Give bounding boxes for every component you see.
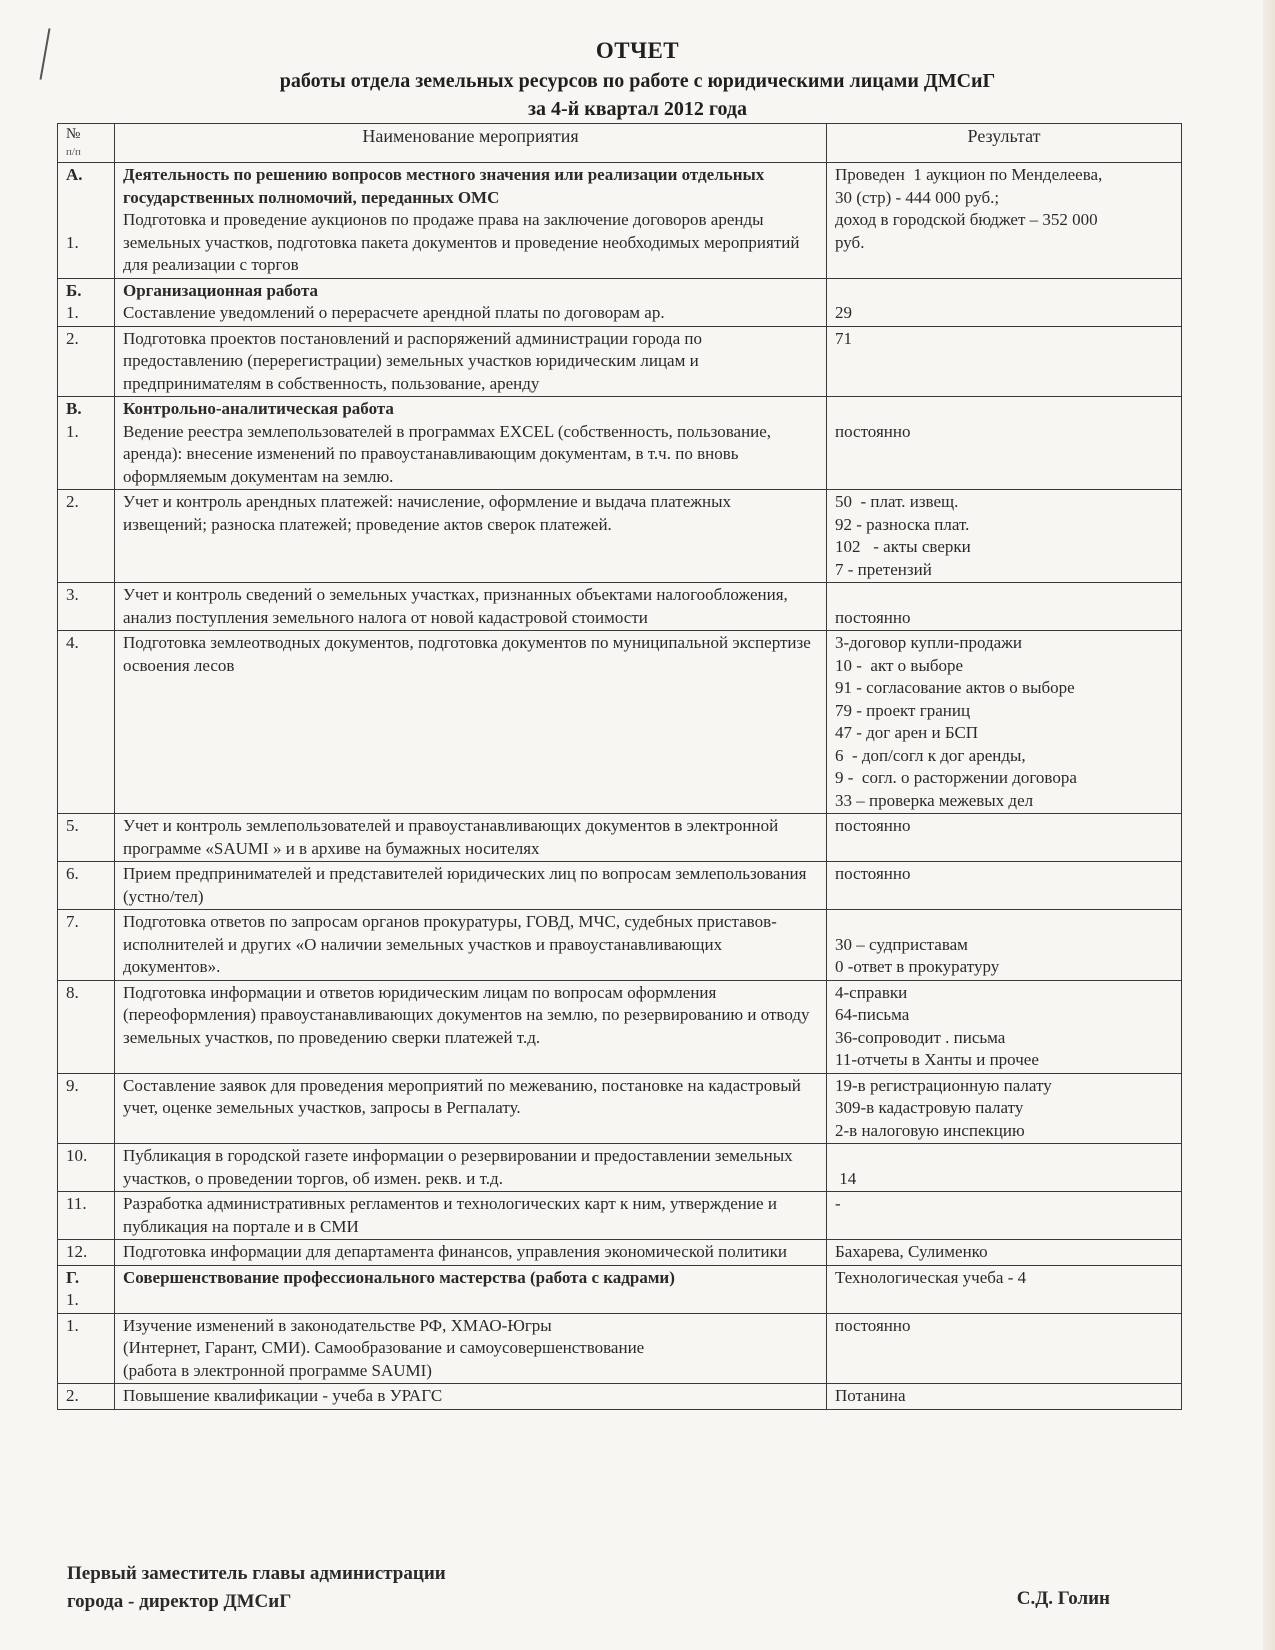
row-number xyxy=(58,631,115,814)
result-line: Бахарева, Сулименко xyxy=(835,1242,988,1261)
row-activity xyxy=(115,326,827,397)
result-line: Проведен 1 аукцион по Менделеева, xyxy=(835,165,1103,184)
row-number-label xyxy=(66,209,106,232)
row-number xyxy=(58,1265,115,1313)
activity-text: Подготовка и проведение аукционов по продаже права на заключение договоров аренды земельных участков, подготовка пакета документов и проведение необходимых мероприятий для реализации с торгов xyxy=(123,210,800,274)
activity-text: Составление заявок для проведения мероприятий по межеванию, постановке на кадастровый учет, оценке земельных участков, запросы в Регпалату. xyxy=(123,1075,801,1117)
result-line: 47 - дог арен и БСП xyxy=(835,723,979,742)
header-result: Результат xyxy=(827,124,1182,163)
activity-text: Учет и контроль арендных платежей: начисление, оформление и выдача платежных извещений; разноска платежей; проведение актов сверок платежей. xyxy=(123,492,731,534)
result-line xyxy=(835,280,1173,303)
result-line: постоянно xyxy=(835,1315,911,1335)
row-activity xyxy=(115,1240,827,1266)
row-result xyxy=(827,980,1182,1073)
activity-text: Подготовка проектов постановлений и распоряжений администрации города по предоставлению (перерегистрации) земельных участков юридическим лицам и предпринимателям в собственность, пользование, аренду xyxy=(123,328,702,393)
row-result xyxy=(827,1073,1182,1144)
result-line: 33 – проверка межевых дел xyxy=(835,790,1034,810)
row-number xyxy=(58,1192,115,1240)
row-number xyxy=(58,1240,115,1266)
row-number-label: 1. xyxy=(66,1290,79,1309)
row-number-label: 9. xyxy=(66,1075,79,1095)
row-number xyxy=(58,163,115,279)
result-line: 0 -ответ в прокуратуру xyxy=(835,957,1000,976)
table-row xyxy=(58,490,1182,583)
row-number-label xyxy=(66,187,106,210)
row-number-label: 1. xyxy=(66,421,79,441)
row-number xyxy=(58,980,115,1073)
paper-edge xyxy=(1263,0,1275,1650)
row-number xyxy=(58,278,115,326)
header-number xyxy=(58,124,115,163)
result-line: 29 xyxy=(835,303,852,322)
row-number xyxy=(58,910,115,981)
row-activity xyxy=(115,862,827,910)
table-row xyxy=(58,1073,1182,1144)
row-number-label: 4. xyxy=(66,633,79,652)
activity-text: Разработка административных регламентов и технологических карт к ним, утверждение и публикация на портале и в СМИ xyxy=(123,1194,777,1236)
row-activity xyxy=(115,490,827,583)
row-number-label: 1. xyxy=(66,1315,79,1335)
header-activity: Наименование мероприятия xyxy=(115,124,827,163)
row-number-label: 12. xyxy=(66,1242,88,1261)
row-activity xyxy=(115,1313,827,1384)
row-number-label: 2. xyxy=(66,492,79,511)
row-number-label: 8. xyxy=(66,982,79,1002)
row-number-label: 1. xyxy=(66,303,79,322)
table-row xyxy=(58,583,1182,631)
signature-block xyxy=(67,1560,446,1616)
activity-text: Повышение квалификации - учеба в УРАГС xyxy=(123,1386,443,1405)
row-result xyxy=(827,1384,1182,1410)
row-activity xyxy=(115,814,827,862)
row-activity xyxy=(115,1192,827,1240)
activity-text: Подготовка информации и ответов юридическим лицам по вопросам оформления (переоформления) правоустанавливающих документов на землю, по резервированию и отводу земельных участков, по проведению сверки платежей т.д. xyxy=(123,982,810,1047)
row-result xyxy=(827,278,1182,326)
section-heading: Деятельность по решению вопросов местного значения или реализации отдельных государственных полномочий, переданных ОМС xyxy=(123,165,765,207)
row-number-label: 2. xyxy=(66,1386,79,1405)
result-line: 102 - акты сверки xyxy=(835,537,971,556)
row-result xyxy=(827,862,1182,910)
section-heading: Совершенствование профессионального мастерства (работа с кадрами) xyxy=(123,1267,675,1287)
activity-text: Учет и контроль землепользователей и правоустанавливающих документов в электронной программе «SAUMI » и в архиве на бумажных носителях xyxy=(123,816,779,858)
row-result xyxy=(827,1313,1182,1384)
activity-text: Изучение изменений в законодательстве РФ, ХМАО-Югры (Интернет, Гарант, СМИ). Самообразование и самоусовершенствование (работа в электронной программе SAUMI) xyxy=(123,1315,645,1380)
table-row xyxy=(58,910,1182,981)
result-line: Технологическая учеба - 4 xyxy=(835,1267,1027,1287)
result-line: 10 - акт о выборе xyxy=(835,655,964,675)
row-number-label: Б. xyxy=(66,280,82,300)
row-number-label: 1. xyxy=(66,232,79,252)
table-row xyxy=(58,980,1182,1073)
row-number xyxy=(58,397,115,490)
result-line: 2-в налоговую инспекцию xyxy=(835,1120,1025,1140)
row-number xyxy=(58,1144,115,1192)
activity-text: Подготовка информации для департамента финансов, управления экономической политики xyxy=(123,1242,787,1261)
row-number xyxy=(58,583,115,631)
activity-text: Прием предпринимателей и представителей юридических лиц по вопросам землепользования (устно/тел) xyxy=(123,864,807,906)
result-line xyxy=(835,911,1173,934)
table-row xyxy=(58,1313,1182,1384)
row-result xyxy=(827,163,1182,279)
result-line xyxy=(835,1145,1173,1168)
result-line: 79 - проект границ xyxy=(835,700,971,720)
result-line: 14 xyxy=(835,1168,857,1188)
row-activity xyxy=(115,1144,827,1192)
result-line: 19-в регистрационную палату xyxy=(835,1075,1052,1095)
table-row xyxy=(58,163,1182,279)
row-number-label: 10. xyxy=(66,1146,88,1165)
row-activity xyxy=(115,278,827,326)
table-row xyxy=(58,1192,1182,1240)
result-line: 30 (стр) - 444 000 руб.; xyxy=(835,187,1000,207)
activity-text: Учет и контроль сведений о земельных участках, признанных объектами налогообложения, анализ поступления земельного налога от новой кадастровой стоимости xyxy=(123,585,788,627)
table-row xyxy=(58,1240,1182,1266)
table-row xyxy=(58,862,1182,910)
result-line: 30 – судприставам xyxy=(835,934,968,954)
row-activity xyxy=(115,631,827,814)
row-result xyxy=(827,631,1182,814)
result-line: 7 - претензий xyxy=(835,559,932,579)
result-line: доход в городской бюджет – 352 000 xyxy=(835,210,1098,229)
header-number-sub: п/п xyxy=(66,146,81,158)
section-heading: Организационная работа xyxy=(123,280,319,300)
result-line: постоянно xyxy=(835,421,911,441)
table-row xyxy=(58,631,1182,814)
table-row xyxy=(58,326,1182,397)
document-period: за 4-й квартал 2012 года xyxy=(528,98,747,120)
row-activity xyxy=(115,1265,827,1313)
row-activity xyxy=(115,910,827,981)
result-line: постоянно xyxy=(835,816,911,835)
table-row xyxy=(58,278,1182,326)
result-line: 64-письма xyxy=(835,1005,910,1024)
signer-position-line2: города - директор ДМСиГ xyxy=(67,1591,292,1612)
row-result xyxy=(827,910,1182,981)
result-line: 91 - согласование актов о выборе xyxy=(835,678,1075,697)
document-title: ОТЧЕТ xyxy=(595,38,680,63)
row-number-label: В. xyxy=(66,399,82,418)
activity-text: Составление уведомлений о перерасчете арендной платы по договорам ар. xyxy=(123,303,665,322)
row-number xyxy=(58,1313,115,1384)
report-table xyxy=(57,123,1182,1410)
table-row xyxy=(58,1144,1182,1192)
row-result xyxy=(827,490,1182,583)
row-result xyxy=(827,397,1182,490)
row-result xyxy=(827,1192,1182,1240)
result-line: - xyxy=(835,1194,841,1213)
result-line: 36-сопроводит . письма xyxy=(835,1027,1006,1047)
row-result xyxy=(827,583,1182,631)
row-number-label: 2. xyxy=(66,328,79,348)
row-number xyxy=(58,814,115,862)
signer-name: С.Д. Голин xyxy=(1016,1588,1110,1609)
row-number xyxy=(58,1384,115,1410)
result-line: 50 - плат. извещ. xyxy=(835,492,959,511)
result-line: 71 xyxy=(835,328,852,348)
row-activity xyxy=(115,397,827,490)
row-number-label: Г. xyxy=(66,1267,80,1287)
row-number xyxy=(58,1073,115,1144)
result-line xyxy=(835,398,1173,421)
row-number xyxy=(58,326,115,397)
row-number-label: 3. xyxy=(66,585,79,604)
result-line: Потанина xyxy=(835,1386,906,1405)
table-row xyxy=(58,1265,1182,1313)
row-number-label: 7. xyxy=(66,912,79,931)
header-number-label: № xyxy=(66,126,81,142)
row-result xyxy=(827,1144,1182,1192)
result-line: 4-справки xyxy=(835,982,908,1002)
row-number-label: 6. xyxy=(66,864,79,883)
result-line: 11-отчеты в Ханты и прочее xyxy=(835,1050,1039,1069)
result-line: постоянно xyxy=(835,607,911,627)
row-number xyxy=(58,490,115,583)
result-line xyxy=(835,584,1173,607)
signer-position-line1: Первый заместитель главы администрации xyxy=(67,1563,446,1584)
row-number-label: 11. xyxy=(66,1194,87,1213)
row-result xyxy=(827,326,1182,397)
row-result xyxy=(827,1240,1182,1266)
result-line: руб. xyxy=(835,232,865,252)
row-number xyxy=(58,862,115,910)
result-line: 92 - разноска плат. xyxy=(835,514,970,534)
result-line: 3-договор купли-продажи xyxy=(835,633,1023,652)
row-activity xyxy=(115,1384,827,1410)
table-row xyxy=(58,1384,1182,1410)
table-row xyxy=(58,814,1182,862)
activity-text: Подготовка ответов по запросам органов прокуратуры, ГОВД, МЧС, судебных приставов-исполнителей и других «О наличии земельных участков и правоустанавливающих документов». xyxy=(123,912,777,976)
table-row xyxy=(58,397,1182,490)
document-subtitle: работы отдела земельных ресурсов по работе с юридическими лицами ДМСиГ xyxy=(279,70,996,92)
row-number-label: 5. xyxy=(66,816,79,835)
row-activity xyxy=(115,980,827,1073)
result-line: 309-в кадастровую палату xyxy=(835,1098,1024,1117)
row-result xyxy=(827,1265,1182,1313)
activity-text: Подготовка землеотводных документов, подготовка документов по муниципальной экспертизе освоения лесов xyxy=(123,633,811,675)
table-header-row xyxy=(58,124,1182,163)
row-result xyxy=(827,814,1182,862)
row-activity xyxy=(115,1073,827,1144)
row-number-label: А. xyxy=(66,165,83,184)
section-heading: Контрольно-аналитическая работа xyxy=(123,399,394,418)
result-line: 6 - доп/согл к дог аренды, xyxy=(835,745,1026,765)
row-activity xyxy=(115,163,827,279)
result-line: постоянно xyxy=(835,864,911,883)
activity-text: Публикация в городской газете информации о резервировании и предоставлении земельных участков, о проведении торгов, об измен. рекв. и т.д. xyxy=(123,1146,793,1188)
row-activity xyxy=(115,583,827,631)
activity-text: Ведение реестра землепользователей в программах EXCEL (собственность, пользование, аренда): внесение изменений по правоустанавливающим документам, в т.ч. по вновь оформляемым документам на землю. xyxy=(123,421,772,486)
result-line: 9 - согл. о расторжении договора xyxy=(835,768,1077,787)
